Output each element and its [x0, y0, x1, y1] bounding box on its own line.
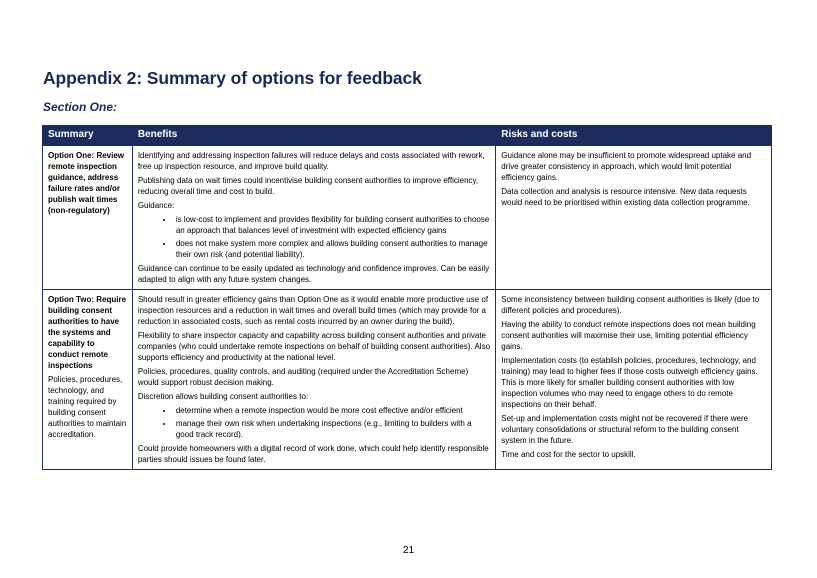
risk-paragraph: Time and cost for the sector to upskill. [501, 450, 636, 459]
risk-paragraph: Having the ability to conduct remote inspections does not mean building consent authorities will maximise their use, limiting potential efficiency gains. [501, 320, 756, 351]
benefit-bullet-list [138, 405, 490, 440]
benefit-paragraph: Policies, procedures, quality controls, and auditing (required under the Accreditation Scheme) would support robust decision making. [137, 367, 469, 387]
benefits-cell [132, 290, 495, 470]
table-row [43, 146, 772, 290]
risk-paragraph: Some inconsistency between building consent authorities is likely (due to different policies and procedures). [501, 295, 760, 315]
summary-title: Option One: Review remote inspection guidance, address failure rates and/or publish wait times (non-regulatory) [48, 151, 125, 215]
summary-detail: Policies, procedures, technology, and training required by building consent authorities to maintain accreditation. [48, 375, 127, 439]
header-risks: Risks and costs [496, 126, 772, 146]
benefit-bullet: • manage their own risk when undertaking inspections (e.g., limiting to builders with a good track record). [174, 418, 490, 440]
risk-paragraph: Set-up and implementation costs might not be recovered if there were voluntary consolidations or structural reform to the building consent system in the future. [501, 414, 749, 445]
benefit-bullet: • does not make system more complex and allows building consent authorities to manage their own risk (and potential liability). [174, 238, 490, 260]
summary-cell [43, 290, 133, 470]
benefit-bullet: • is low-cost to implement and provides flexibility for building consent authorities to choose an approach that balances level of investment with expected efficiency gains [174, 214, 490, 236]
benefit-bullet-list [138, 214, 490, 260]
summary-title: Option Two: Require building consent authorities to have the systems and capability to conduct remote inspections [48, 295, 127, 370]
benefit-paragraph: Flexibility to share inspector capacity and capability across building consent authorities and private companies (who could undertake remote inspections on behalf of building consent authorities). Also supports efficiency and productivity at the national level. [137, 331, 491, 362]
summary-cell [43, 146, 133, 290]
benefit-bullet: • determine when a remote inspection would be more cost effective and/or efficient [174, 405, 490, 416]
header-summary: Summary [43, 126, 133, 146]
table-row [43, 290, 772, 470]
page-number: 21 [402, 545, 415, 556]
header-benefits: Benefits [132, 126, 495, 146]
benefit-paragraph: Discretion allows building consent authorities to: [137, 392, 309, 401]
risks-cell [496, 290, 772, 470]
benefit-paragraph: Guidance can continue to be easily updated as technology and confidence improves. Can be easily adapted to align with any future system changes. [137, 264, 490, 284]
risk-paragraph: Guidance alone may be insufficient to promote widespread uptake and drive greater consistency in approach, which would limit potential efficiency gains. [501, 151, 752, 182]
benefit-paragraph: Identifying and addressing inspection failures will reduce delays and costs associated with rework, free up inspection resource, and improve build quality. [137, 151, 485, 171]
section-heading: Section One: [43, 100, 118, 114]
benefit-paragraph: Should result in greater efficiency gains than Option One as it would enable more productive use of inspection resources and a reduction in wait times and overall build times (which may provide for a reduction in associated costs, such as rental costs incurred by an owner during the build). [137, 295, 489, 326]
risk-paragraph: Data collection and analysis is resource intensive. New data requests would need to be prioritised within existing data collection programme. [501, 187, 750, 207]
benefit-paragraph: Guidance: [137, 201, 175, 210]
risks-cell [496, 146, 772, 290]
benefit-paragraph: Could provide homeowners with a digital record of work done, which could help identify responsible parties should issues be found later. [137, 444, 489, 464]
benefits-cell [132, 146, 495, 290]
page-title: Appendix 2: Summary of options for feedback [43, 68, 422, 88]
benefit-paragraph: Publishing data on wait times could incentivise building consent authorities to improve efficiency, reducing overall time and cost to build. [137, 176, 479, 196]
risk-paragraph: Implementation costs (to establish policies, procedures, technology, and training) may lead to higher fees if those costs outweigh efficiency gains. This is more likely for smaller building consent authorities with low inspection volumes who may need to engage others to do remote inspections on their behalf. [501, 356, 758, 409]
options-table [42, 125, 772, 470]
table-header-row [43, 126, 772, 146]
